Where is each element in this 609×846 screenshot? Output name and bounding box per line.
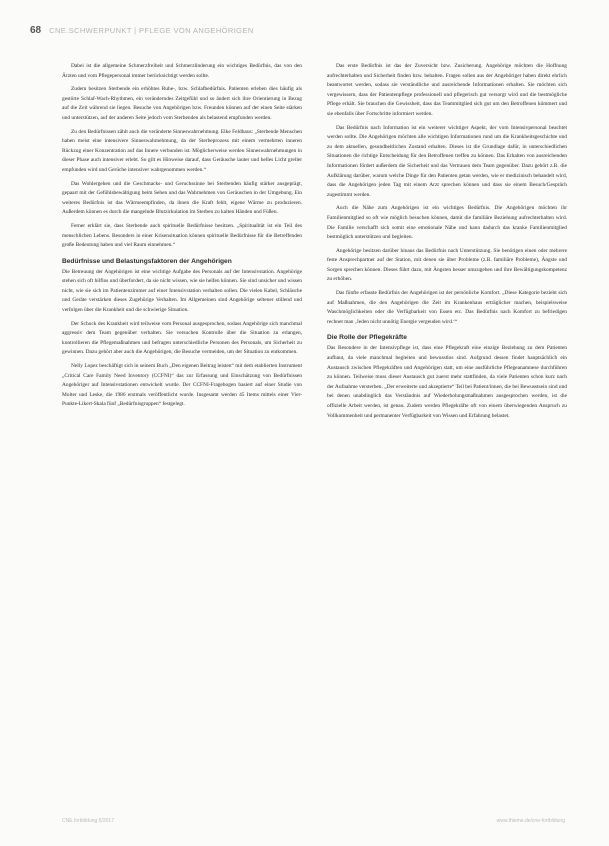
body-paragraph: Auch die Nähe zum Angehörigen ist ein wichtiges Bedürfnis. Die Angehörigen möchten ihr Familienmitglied so oft wie möglich besuchen können, damit die familiäre Beziehung aufrechterhalten wird. Die Familie verschafft sich somit eine emotionale Nähe und kann dadurch das kranke Familienmitglied bestmöglich unterstützen und begleiten. [327,205,567,241]
body-paragraph: Zu den Bedürfnissen zählt auch die veränderte Sinneswahrnehmung. Elke Feldhaus: „Sterbende Menschen haben meist eine intensivere Sinneswahrnehmung, da der Sterbeprozess mit einem vermehrten inneren Rückzug einer Konzentration auf das Innere verbunden ist. Möglicherweise werden Sinneswahrnehmungen in dieser Phase auch intensiver erlebt. So gilt es Hinweise darauf, dass Geräusche lauter und helles Licht greller empfunden wird und Gerüche intensiver wahrgenommen werden.“ [62,128,302,173]
body-paragraph: Das fünfte erfasste Bedürfnis der Angehörigen ist der persönliche Komfort. „Diese Kategorie bezieht sich auf Maßnahmen, die den Angehörigen die Zeit im Krankenhaus erträglicher machen, beispielsweise Waschmöglichkeiten oder die Verfügbarkeit von Essen etc. Das Bedürfnis nach Komfort zu befriedigen rechnet man ‚Jeden nicht unnötig Energie vergeuden wird.‘“ [327,290,567,325]
left-column [62,62,302,414]
body-paragraph: Dabei ist die allgemeine Schmerzfreiheit und Schmerzlinderung ein wichtiges Bedürfnis, das von den Ärzten und vom Pflegepersonal immer berücksichtigt werden sollte. [62,63,302,79]
body-paragraph: Ferner erklärt sie, dass Sterbende auch spirituelle Bedürfnisse besitzen. „Spiritualität ist ein Teil des menschlichen Lebens. Besonders in einer Krisensituation können spirituelle Bedürfnisse für die Betreffenden große Bedeutung haben und viel Raum einnehmen.“ [62,222,302,249]
body-paragraph: Angehörige besitzen darüber hinaus das Bedürfnis nach Unterstützung. Sie benötigen einen oder mehrere feste Ansprechpartner auf der Station, mit denen sie über Probleme (z.B. familiäre Probleme), Ängste und Sorgen sprechen können. Dieses führt dazu, mit Ängsten besser umzugehen und ihre Bewältigungskompetenz zu erhöhen. [327,247,567,283]
body-paragraph: Das erste Bedürfnis ist das der Zuversicht bzw. Zusicherung. Angehörige möchten die Hoffnung aufrechterhalten und Sicherheit finden bzw. behalten. Fragen sollen aus der Angehöriger haben direkt ehrlich beantwortet werden, sodass sie verständliche und ausreichende Informationen erhalten. Sie möchten sich vergewissern, dass der Patientenpflege professionell und pflegerisch gut versorgt wird und die bestmögliche Pflege erhält. Sie brauchen die Gewissheit, dass das Teammitglied sich gut um den Betroffenen kümmert und sie ebenfalls über Fortschritte informiert werden. [327,63,567,117]
right-text-block-1 [327,62,567,327]
footer-left: CNE.fortbildung 5/2017 [62,818,114,824]
body-paragraph: Das Besondere in der Intensivpflege ist, dass eine Pflegekraft eine einzige Beziehung zu dem Patienten aufbaut, da viele manchmal begleiten und bewusstlos sind. Aufgrund dessen findet hauptsächlich ein Austausch zwischen Pflegekräften und Angehörigen statt, um eine ausführliche Pflegeanamnese durchführen zu können. Teilweise muss dieser Austausch gut zuerst mehr stattfinden, da viele Patienten schon kurz nach der Aufnahme versterben. „Der erweiterte und akzeptierte“ Teil bei Patient/innen, die bei Bewusstsein sind und bei denen unabdinglich das Verständnis auf Wiederholungsmaßnahmen ausgesprochen werden, ist die offizielle Arbeit werden, ist genau. Zudem werden Pflegekräfte oft von einem überwiegenden Anspruch zu Vollkommenheit und permanenter Verfügbarkeit von Wissen und Erfahrung belastet. [327,345,567,419]
section-heading-relatives: Bedürfnisse und Belastungsfaktoren der Angehörigen [62,257,232,265]
right-column [327,62,567,425]
footer-right: www.thieme.de/cne-fortbildung [496,818,565,824]
page-number: 68 [30,24,42,36]
left-text-block-1 [62,62,302,251]
body-paragraph: Nelly Lopez beschäftigt sich in seinem Buch „Den eigenen Beitrag leisten“ mit dem etablierten Instrument „Critical Care Family Need Inventory (CCFNI)“ das zur Erfassung und Einschätzung von Bedürfnissen Angehöriger auf Intensivstationen entwickelt wurde. Der CCFNI-Fragebogen basiert auf einer Studie von Molter und Leske, die 1986 erstmals veröffentlicht wurde. Insgesamt werden 45 Items mittels einer Vier-Punkte-Likert-Skala fünf „Bedürfnisgruppen“ festgelegt. [62,363,302,408]
section-heading-nurses: Die Rolle der Pflegekräfte [327,334,407,342]
body-paragraph: Das Wohlergehen und die Geschmacks- und Geruchssinne bei Sterbenden häufig stärker ausgeprägt, gepaart mit der Gefühlsbewältigung beim Sehen und das Wahrnehmen von Geräuschen in der Umgebung. Ein weiteres Bedürfnis ist das Wärmeempfinden, da ihnen die Kraft fehlt, eigene Wärme zu produzieren. Außerdem können es durch die mangelnde Blutzirkulation im Sterben zu kalten Händen und Füßen. [62,180,302,216]
page-header [30,23,254,37]
right-text-block-2 [327,344,567,421]
body-paragraph: Zudem besitzen Sterbende ein erhöhtes Ruhe-, bzw. Schlafbedürfnis. Patienten erleben dies häufig als gestörte Schlaf-Wach-Rhythmen, ein veränderndes Zeitgefühl und so ändert sich ihre Orientierung in Bezug auf die Zeit während sie liegen. Besuche von Angehörigen bzw. Freunden können auf der einen Seite stärken und unterstützen, auf der anderen Seite jedoch vom Sterbenden als belastend empfunden werden. [62,86,302,121]
left-text-block-2 [62,268,302,410]
body-paragraph: Das Bedürfnis nach Information ist ein weiterer wichtiger Aspekt, der vom Intensivpersonal beachtet werden sollte. Die Angehörigen möchten alle wichtigen Informationen rund um die Krankheitsgeschichte und zu dem aktuellen, gesundheitlichen Zustand erhalten. Dieses ist die Grundlage dafür, in unterschiedlichen Situationen die richtige Entscheidung für den Betroffenen treffen zu können. Das Erhalten von ausreichenden Informationen fördert außerdem die Sicherheit und das Vertrauen dem Team gegenüber. Dazu gehört z.B. die Aufklärung darüber, warum welche Dinge für den Patienten getan werden, wie er medizinisch behandelt wird, dass die Angehörigen jeden Tag mit einem Arzt sprechen können und dass sie einem Besuch/Gespräch zugestimmt werden. [327,124,567,198]
body-paragraph: Die Betreuung der Angehörigen ist eine wichtige Aufgabe des Personals auf der Intensivstation. Angehörige stehen sich oft hilflos und überfordert, da sie nicht wissen, wie sie helfen können. Sie sind unsicher und wissen nicht, wie sie sich im Patientenzimmer auf einer Intensivstation verhalten sollen. Die vielen Kabel, Schläuche und Geräte verstärken dieses Zugehörige Verhalten. Im Allgemeinen sind Angehörige seltener stillend und verfolgen über die Krankheit und die schwierige Situation. [62,268,302,314]
running-title: CNE.SCHWERPUNKT | PFLEGE VON ANGEHÖRIGEN [49,25,254,35]
body-paragraph: Der Schock des Krankheit wird teilweise vom Personal ausgesprochen, sodass Angehörige sich manchmal aggressiv dem Team gegenüber verhalten. Sie versuchen Kontrolle über die Situation zu erlangen, kontrollieren die Pflegemaßnahmen und befragen unterschiedliche Personen des Personals, um Sicherheit zu gewinnen. Dazu gehört aber auch die Angehörigen, die Besuche vermeiden, um der Situation zu entkommen. [62,320,302,356]
